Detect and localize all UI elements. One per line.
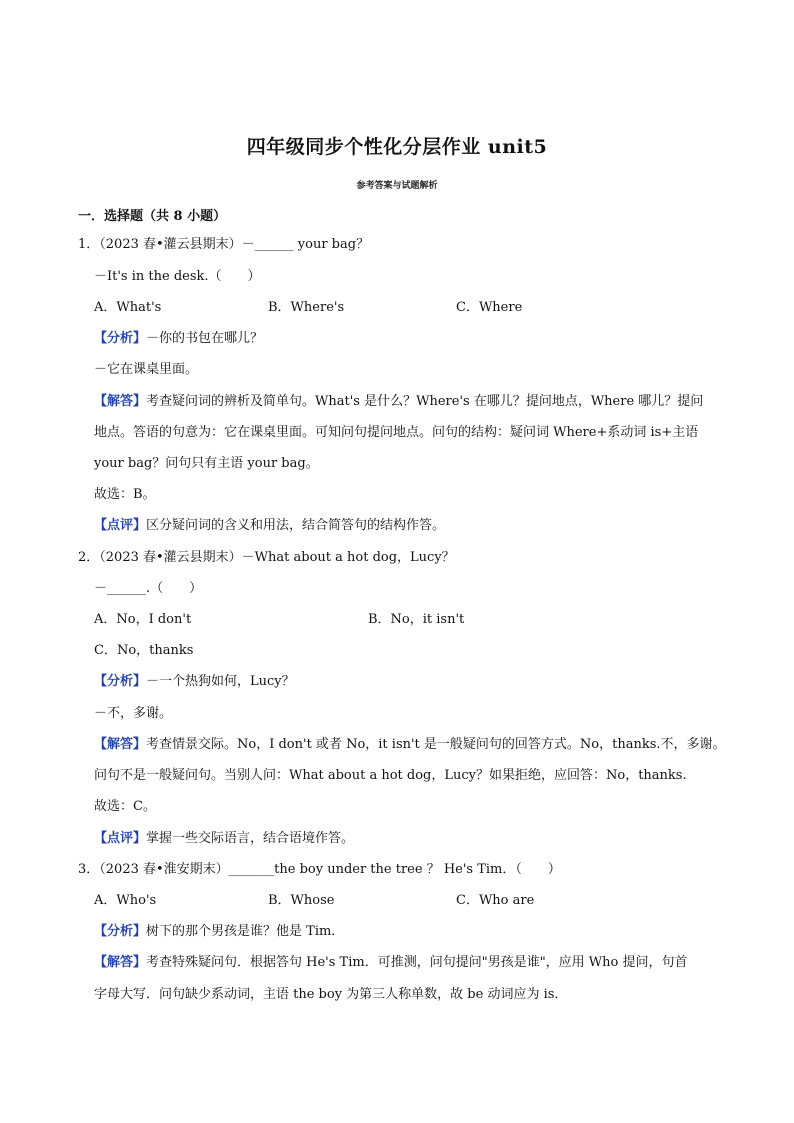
q3-option-c: C．Who are xyxy=(456,893,535,908)
q1-option-c: C．Where xyxy=(456,300,523,315)
q1-analysis-line2: －它在课桌里面。 xyxy=(94,362,199,377)
q2-option-c: C．No，thanks xyxy=(94,643,194,658)
q2-answer-line1: 考查情景交际。No，I don't 或者 No，it isn't 是一般疑问句的回答方式。No，thanks.不，多谢。 xyxy=(146,737,726,752)
q1-reply: －It's in the desk.（ ） xyxy=(94,269,261,284)
q1-comment-text: 区分疑问词的含义和用法，结合简答句的结构作答。 xyxy=(146,518,446,533)
q3-answer-line2: 字母大写．问句缺少系动词，主语 the boy 为第三人称单数，故 be 动词应为 is． xyxy=(94,987,568,1002)
q1-stem: 1．（2023 春•灌云县期末）－______ your bag？ xyxy=(78,237,370,252)
q2-comment xyxy=(94,830,354,848)
q1-option-b: B．Where's xyxy=(268,300,345,315)
q3-answer xyxy=(94,954,688,972)
answer-tag: 【解答】 xyxy=(94,955,147,970)
q3-option-b: B．Whose xyxy=(268,893,335,908)
q2-choice: 故选：C。 xyxy=(94,799,156,814)
q3-option-a: A．Who's xyxy=(94,893,157,908)
q1-option-a: A．What's xyxy=(94,300,162,315)
q1-answer-line3: your bag？问句只有主语 your bag。 xyxy=(94,456,319,471)
section-heading: 一．选择题（共 8 小题） xyxy=(78,209,227,224)
q2-stem: 2．（2023 春•灌云县期末）－What about a hot dog，Lucy？ xyxy=(78,550,455,565)
q1-answer-line2: 地点。答语的句意为：它在课桌里面。可知问句提问地点。问句的结构：疑问词 Where+系动词 is+主语 xyxy=(94,425,699,440)
q3-analysis xyxy=(94,923,344,941)
q2-analysis-line2: －不，多谢。 xyxy=(94,706,173,721)
q2-option-a: A．No，I don't xyxy=(94,612,192,627)
q2-comment-text: 掌握一些交际语言，结合语境作答。 xyxy=(146,831,355,846)
analysis-tag: 【分析】 xyxy=(94,331,147,346)
comment-tag: 【点评】 xyxy=(94,831,147,846)
q2-analysis-text: －一个热狗如何，Lucy？ xyxy=(146,674,295,689)
page-title: 四年级同步个性化分层作业 unit5 xyxy=(246,136,548,158)
q1-comment xyxy=(94,517,445,535)
q1-answer xyxy=(94,393,703,411)
q1-analysis-text: －你的书包在哪儿？ xyxy=(146,331,264,346)
q2-answer xyxy=(94,736,726,754)
q1-choice: 故选：B。 xyxy=(94,487,156,502)
q2-reply: －______.（ ） xyxy=(94,581,203,596)
q2-option-b: B．No，it isn't xyxy=(368,612,465,627)
answer-tag: 【解答】 xyxy=(94,737,147,752)
q3-analysis-text: 树下的那个男孩是谁？他是 Tim． xyxy=(146,924,345,939)
page-subtitle: 参考答案与试题解析 xyxy=(356,181,438,191)
analysis-tag: 【分析】 xyxy=(94,674,147,689)
analysis-tag: 【分析】 xyxy=(94,924,147,939)
q3-answer-line1: 考查特殊疑问句．根据答句 He's Tim．可推测，问句提问"男孩是谁"，应用 Who 提问，句首 xyxy=(146,955,688,970)
q1-answer-line1: 考查疑问词的辨析及简单句。What's 是什么？Where's 在哪儿？提问地点，Where 哪儿？提问 xyxy=(146,394,704,409)
q2-analysis xyxy=(94,673,295,691)
answer-tag: 【解答】 xyxy=(94,394,147,409)
q2-answer-line2: 问句不是一般疑问句。当别人问：What about a hot dog，Lucy？如果拒绝，应回答：No，thanks. xyxy=(94,768,687,783)
comment-tag: 【点评】 xyxy=(94,518,147,533)
q3-stem: 3．（2023 春•淮安期末）_______the boy under the tree ？ He's Tim．（ ） xyxy=(78,862,561,877)
q1-analysis xyxy=(94,330,263,348)
